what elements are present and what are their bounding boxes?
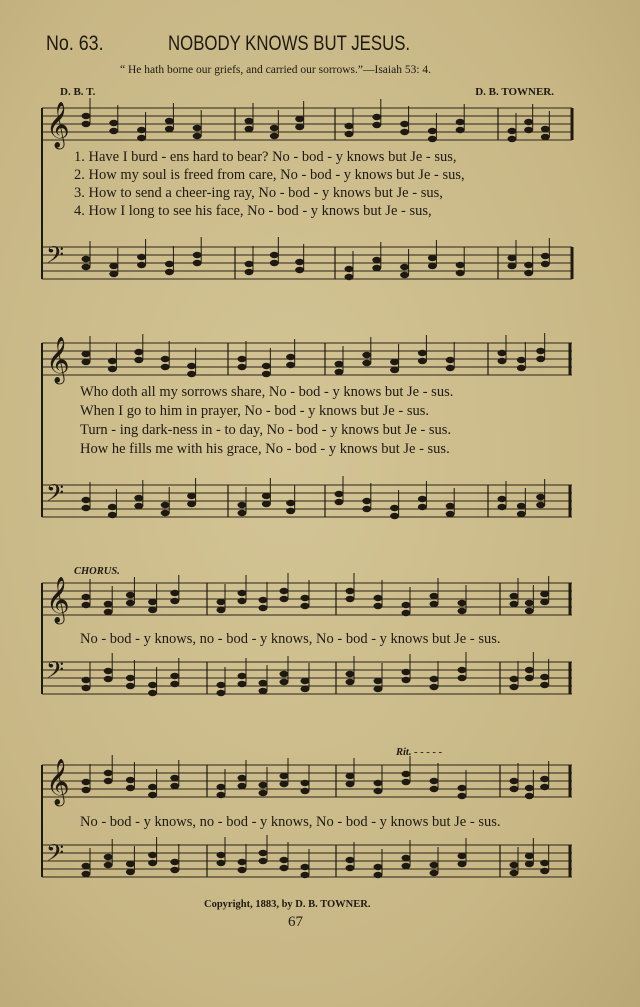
note-head	[82, 113, 91, 119]
note-head	[270, 125, 279, 131]
treble-clef: 𝄞	[46, 102, 70, 148]
note-head	[402, 602, 411, 608]
note-head	[245, 269, 254, 275]
note-head	[259, 597, 268, 603]
note-head	[345, 274, 354, 280]
note-head	[508, 136, 517, 142]
note-head	[280, 773, 289, 779]
note-head	[108, 504, 117, 510]
note-head	[217, 792, 226, 798]
composer: D. B. TOWNER.	[475, 86, 554, 98]
note-head	[446, 357, 455, 363]
note-head	[458, 667, 467, 673]
note-head	[402, 771, 411, 777]
note-head	[280, 865, 289, 871]
note-head	[126, 675, 135, 681]
note-head	[446, 365, 455, 371]
note-head	[418, 504, 427, 510]
note-head	[82, 359, 91, 365]
note-head	[286, 354, 295, 360]
note-head	[430, 601, 439, 607]
note-head	[104, 862, 113, 868]
note-head	[238, 681, 247, 687]
note-head	[510, 684, 519, 690]
note-head	[374, 603, 383, 609]
note-head	[540, 860, 549, 866]
lyricist: D. B. T.	[60, 86, 96, 98]
note-head	[238, 502, 247, 508]
note-head	[137, 127, 146, 133]
note-head	[525, 793, 534, 799]
note-head	[259, 688, 268, 694]
note-head	[541, 134, 550, 140]
note-head	[82, 351, 91, 357]
note-head	[346, 596, 355, 602]
note-head	[217, 784, 226, 790]
note-head	[517, 357, 526, 363]
note-head	[104, 668, 113, 674]
note-head	[346, 773, 355, 779]
note-head	[280, 857, 289, 863]
note-head	[335, 499, 344, 505]
note-head	[126, 592, 135, 598]
note-head	[510, 862, 519, 868]
note-head	[238, 775, 247, 781]
note-head	[541, 261, 550, 267]
note-head	[295, 259, 304, 265]
note-head	[238, 356, 247, 362]
note-head	[540, 591, 549, 597]
treble-clef: 𝄞	[46, 577, 70, 623]
note-head	[280, 671, 289, 677]
note-head	[148, 784, 157, 790]
note-head	[525, 785, 534, 791]
lyric-line: 1. Have I burd - ens hard to bear? No - bod - y knows but Je - sus,	[74, 149, 457, 165]
note-head	[400, 264, 409, 270]
note-head	[217, 852, 226, 858]
note-head	[82, 685, 91, 691]
note-head	[280, 679, 289, 685]
note-head	[170, 867, 179, 873]
note-head	[498, 496, 507, 502]
note-head	[390, 359, 399, 365]
note-head	[540, 784, 549, 790]
note-head	[372, 114, 381, 120]
note-head	[245, 118, 254, 124]
note-head	[259, 850, 268, 856]
note-head	[170, 673, 179, 679]
note-head	[335, 491, 344, 497]
note-head	[402, 779, 411, 785]
note-head	[301, 603, 310, 609]
note-head	[301, 864, 310, 870]
note-head	[540, 868, 549, 874]
note-head	[430, 870, 439, 876]
note-head	[536, 348, 545, 354]
note-head	[390, 505, 399, 511]
note-head	[540, 776, 549, 782]
note-head	[458, 600, 467, 606]
note-head	[82, 863, 91, 869]
note-head	[238, 598, 247, 604]
note-head	[400, 121, 409, 127]
note-head	[301, 780, 310, 786]
lyric-line: When I go to him in prayer, No - bod - y knows but Je - sus.	[80, 403, 429, 419]
note-head	[374, 678, 383, 684]
note-head	[517, 511, 526, 517]
note-head	[418, 496, 427, 502]
note-head	[498, 350, 507, 356]
note-head	[165, 261, 174, 267]
note-head	[446, 503, 455, 509]
note-head	[301, 686, 310, 692]
note-head	[418, 358, 427, 364]
note-head	[126, 777, 135, 783]
note-head	[109, 120, 118, 126]
note-head	[525, 675, 534, 681]
lyric-line: How he fills me with his grace, No - bod - y knows but Je - sus.	[80, 441, 450, 457]
lyric-line: 3. How to send a cheer-ing ray, No - bod - y knows but Je - sus,	[74, 185, 443, 201]
note-head	[390, 367, 399, 373]
note-head	[187, 371, 196, 377]
note-head	[524, 127, 533, 133]
note-head	[536, 356, 545, 362]
treble-clef: 𝄞	[46, 337, 70, 383]
note-head	[335, 361, 344, 367]
lyric-line: 2. How my soul is freed from care, No - bod - y knows but Je - sus,	[74, 167, 465, 183]
note-head	[126, 861, 135, 867]
note-head	[402, 610, 411, 616]
lyric-line: 4. How I long to see his face, No - bod - y knows but Je - sus,	[74, 203, 432, 219]
note-head	[400, 272, 409, 278]
note-head	[170, 598, 179, 604]
note-head	[517, 365, 526, 371]
note-head	[458, 675, 467, 681]
note-head	[508, 128, 517, 134]
note-head	[540, 674, 549, 680]
note-head	[238, 590, 247, 596]
note-head	[541, 253, 550, 259]
note-head	[108, 358, 117, 364]
note-head	[262, 501, 271, 507]
note-head	[280, 781, 289, 787]
note-head	[510, 778, 519, 784]
note-head	[456, 262, 465, 268]
note-head	[193, 252, 202, 258]
note-head	[270, 252, 279, 258]
note-head	[524, 270, 533, 276]
note-head	[301, 678, 310, 684]
note-head	[82, 779, 91, 785]
note-head	[82, 256, 91, 262]
note-head	[346, 865, 355, 871]
note-head	[82, 594, 91, 600]
note-head	[165, 118, 174, 124]
note-head	[362, 506, 371, 512]
note-head	[170, 590, 179, 596]
note-head	[374, 864, 383, 870]
note-head	[134, 357, 143, 363]
note-head	[301, 595, 310, 601]
page-number: 67	[288, 914, 303, 930]
note-head	[345, 123, 354, 129]
note-head	[525, 861, 534, 867]
note-head	[262, 493, 271, 499]
note-head	[238, 510, 247, 516]
lyric-line: Turn - ing dark-ness in - to day, No - bod - y knows but Je - sus.	[80, 422, 452, 438]
note-head	[458, 608, 467, 614]
note-head	[510, 870, 519, 876]
note-head	[148, 599, 157, 605]
note-head	[165, 126, 174, 132]
note-head	[104, 609, 113, 615]
note-head	[372, 122, 381, 128]
note-head	[238, 867, 247, 873]
note-head	[187, 363, 196, 369]
note-head	[193, 133, 202, 139]
note-head	[525, 667, 534, 673]
note-head	[374, 686, 383, 692]
note-head	[109, 263, 118, 269]
hymn-title: NOBODY KNOWS BUT JESUS.	[168, 32, 411, 55]
note-head	[458, 861, 467, 867]
note-head	[259, 680, 268, 686]
note-head	[524, 119, 533, 125]
note-head	[148, 607, 157, 613]
note-head	[510, 786, 519, 792]
note-head	[148, 792, 157, 798]
note-head	[170, 859, 179, 865]
note-head	[161, 356, 170, 362]
note-head	[295, 116, 304, 122]
note-head	[524, 262, 533, 268]
note-head	[402, 669, 411, 675]
note-head	[508, 263, 517, 269]
note-head	[108, 512, 117, 518]
note-head	[346, 588, 355, 594]
note-head	[390, 513, 399, 519]
note-head	[170, 681, 179, 687]
note-head	[335, 369, 344, 375]
note-head	[430, 684, 439, 690]
note-head	[402, 677, 411, 683]
note-head	[82, 497, 91, 503]
note-head	[82, 677, 91, 683]
epigraph: “ He hath borne our griefs, and carried our sorrows.”—Isaiah 53: 4.	[120, 64, 432, 76]
note-head	[134, 349, 143, 355]
note-head	[346, 671, 355, 677]
note-head	[498, 504, 507, 510]
note-head	[109, 271, 118, 277]
note-head	[108, 366, 117, 372]
note-head	[374, 780, 383, 786]
note-head	[458, 785, 467, 791]
note-head	[193, 125, 202, 131]
note-head	[295, 124, 304, 130]
note-head	[245, 261, 254, 267]
note-head	[430, 862, 439, 868]
note-head	[148, 682, 157, 688]
note-head	[536, 494, 545, 500]
note-head	[525, 600, 534, 606]
note-head	[286, 362, 295, 368]
note-head	[428, 136, 437, 142]
note-head	[165, 269, 174, 275]
note-head	[541, 126, 550, 132]
note-head	[126, 869, 135, 875]
note-head	[270, 260, 279, 266]
note-head	[217, 607, 226, 613]
note-head	[536, 502, 545, 508]
note-head	[82, 787, 91, 793]
note-head	[238, 783, 247, 789]
note-head	[82, 505, 91, 511]
note-head	[446, 511, 455, 517]
note-head	[126, 683, 135, 689]
note-head	[280, 588, 289, 594]
note-head	[430, 676, 439, 682]
note-head	[372, 257, 381, 263]
treble-clef: 𝄞	[46, 759, 70, 805]
note-head	[104, 676, 113, 682]
note-head	[259, 858, 268, 864]
note-head	[286, 500, 295, 506]
bass-clef: 𝄢	[46, 479, 65, 512]
note-head	[374, 595, 383, 601]
bass-clef: 𝄢	[46, 839, 65, 872]
note-head	[245, 126, 254, 132]
note-head	[217, 860, 226, 866]
note-head	[400, 129, 409, 135]
note-head	[430, 778, 439, 784]
note-head	[137, 262, 146, 268]
note-head	[508, 255, 517, 261]
note-head	[372, 265, 381, 271]
note-head	[430, 593, 439, 599]
note-head	[362, 498, 371, 504]
note-head	[193, 260, 202, 266]
chorus-label: CHORUS.	[74, 566, 120, 577]
note-head	[262, 371, 271, 377]
note-head	[346, 781, 355, 787]
note-head	[82, 602, 91, 608]
note-head	[134, 503, 143, 509]
note-head	[430, 786, 439, 792]
note-head	[301, 788, 310, 794]
note-head	[510, 676, 519, 682]
note-head	[148, 860, 157, 866]
note-head	[428, 255, 437, 261]
note-head	[402, 863, 411, 869]
note-head	[498, 358, 507, 364]
note-head	[170, 775, 179, 781]
note-head	[259, 790, 268, 796]
note-head	[104, 778, 113, 784]
note-head	[238, 364, 247, 370]
note-head	[82, 121, 91, 127]
note-head	[374, 872, 383, 878]
note-head	[280, 596, 289, 602]
bass-clef: 𝄢	[46, 241, 65, 274]
note-head	[259, 605, 268, 611]
note-head	[374, 788, 383, 794]
note-head	[148, 852, 157, 858]
note-head	[428, 263, 437, 269]
note-head	[456, 119, 465, 125]
note-head	[402, 855, 411, 861]
note-head	[286, 508, 295, 514]
hymn-number: No. 63.	[46, 32, 104, 55]
note-head	[217, 599, 226, 605]
note-head	[510, 593, 519, 599]
note-head	[540, 599, 549, 605]
note-head	[126, 600, 135, 606]
note-head	[262, 363, 271, 369]
bass-clef: 𝄢	[46, 656, 65, 689]
note-head	[82, 264, 91, 270]
note-head	[259, 782, 268, 788]
note-head	[346, 857, 355, 863]
note-head	[458, 853, 467, 859]
note-head	[517, 503, 526, 509]
note-head	[161, 502, 170, 508]
note-head	[345, 131, 354, 137]
note-head	[134, 495, 143, 501]
note-head	[187, 501, 196, 507]
note-head	[104, 854, 113, 860]
copyright: Copyright, 1883, by D. B. TOWNER.	[204, 899, 371, 910]
note-head	[187, 493, 196, 499]
note-head	[456, 127, 465, 133]
note-head	[525, 608, 534, 614]
note-head	[295, 267, 304, 273]
note-head	[137, 135, 146, 141]
note-head	[137, 254, 146, 260]
note-head	[217, 682, 226, 688]
note-head	[126, 785, 135, 791]
note-head	[238, 673, 247, 679]
note-head	[456, 270, 465, 276]
lyric-line: No - bod - y knows, no - bod - y knows, No - bod - y knows but Je - sus.	[80, 631, 501, 647]
note-head	[458, 793, 467, 799]
note-head	[345, 266, 354, 272]
note-head	[510, 601, 519, 607]
ritardando-mark: Rit. - - - - -	[396, 747, 443, 758]
note-head	[362, 352, 371, 358]
lyric-line: Who doth all my sorrows share, No - bod - y knows but Je - sus.	[80, 384, 454, 400]
note-head	[161, 364, 170, 370]
note-head	[109, 128, 118, 134]
note-head	[525, 853, 534, 859]
note-head	[148, 690, 157, 696]
note-head	[362, 360, 371, 366]
note-head	[161, 510, 170, 516]
note-head	[104, 601, 113, 607]
note-head	[301, 872, 310, 878]
note-head	[428, 128, 437, 134]
note-head	[540, 682, 549, 688]
note-head	[270, 133, 279, 139]
note-head	[238, 859, 247, 865]
lyric-line: No - bod - y knows, no - bod - y knows, No - bod - y knows but Je - sus.	[80, 814, 501, 830]
note-head	[82, 871, 91, 877]
note-head	[418, 350, 427, 356]
note-head	[217, 690, 226, 696]
note-head	[170, 783, 179, 789]
note-head	[104, 770, 113, 776]
note-head	[346, 679, 355, 685]
